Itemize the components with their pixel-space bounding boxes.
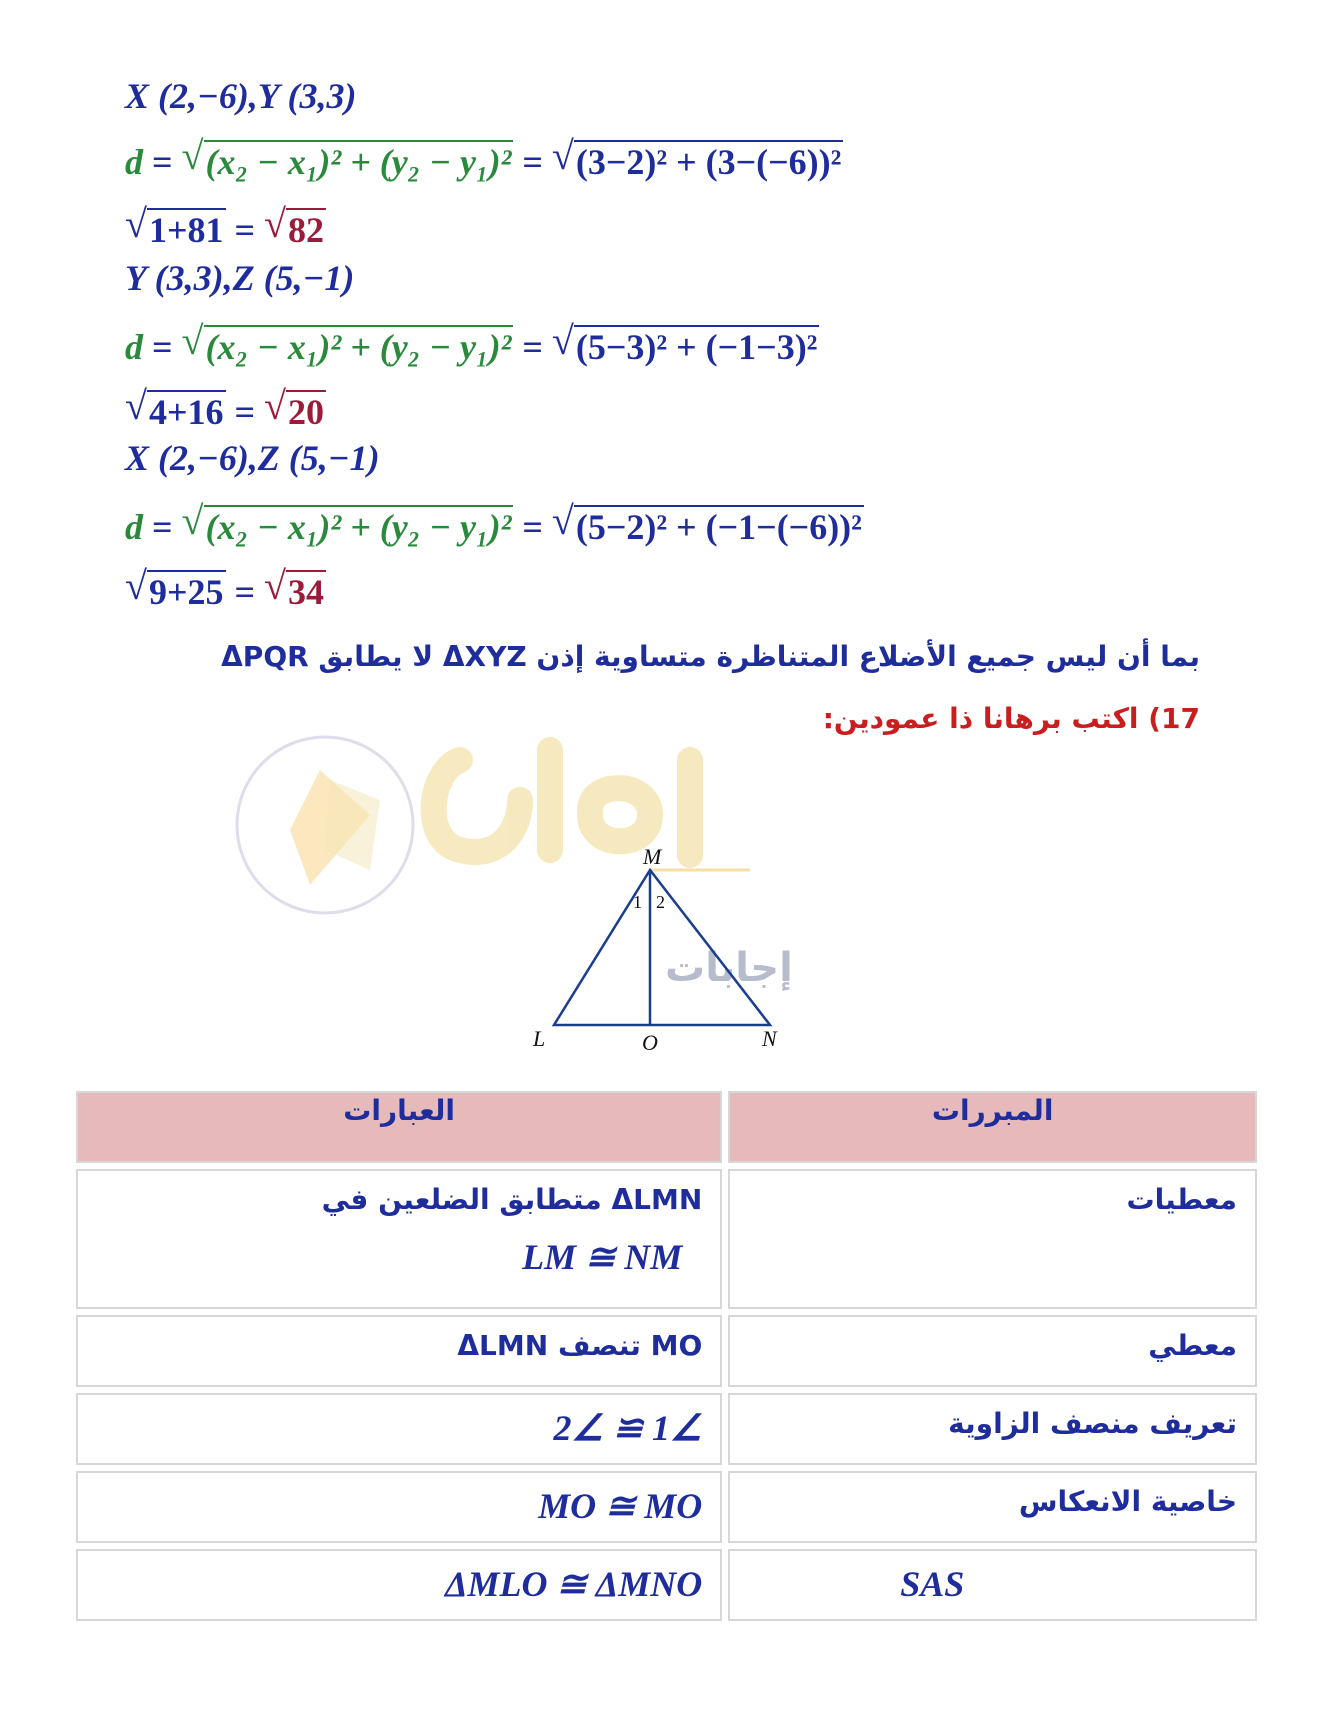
result-2: √ 4+16 = √ 20 <box>125 390 326 430</box>
distance-formula-2: d = √ (x₂ − x₁)² + (y₂ − y₁)² = √ (5−3)² + (−1−3)² <box>125 325 819 365</box>
conclusion-text: بما أن ليس جميع الأضلاع المتناظرة متساوية إذن ΔXYZ لا يطابق ΔPQR <box>221 640 1200 673</box>
reason-1: معطيات <box>728 1169 1257 1309</box>
reason-4: خاصية الانعكاس <box>728 1471 1257 1543</box>
result-1: √ 1+81 = √ 82 <box>125 208 326 248</box>
label-l: L <box>533 1026 546 1050</box>
problem-17 <box>823 702 1200 735</box>
two-column-proof-table <box>70 1085 1263 1627</box>
points-xy: X (2,−6),Y (3,3) <box>125 76 357 116</box>
problem-number: 17) <box>1148 702 1200 735</box>
statement-4: MO ≅ MO <box>76 1471 722 1543</box>
statement-2: MO تنصف ΔLMN <box>76 1315 722 1387</box>
statement-5: ΔMLO ≅ ΔMNO <box>76 1549 722 1621</box>
statement-1: ΔLMN متطابق الضلعين في LM ≅ NM <box>76 1169 722 1309</box>
header-reasons: المبررات <box>728 1091 1257 1163</box>
watermark-sub: إجابات <box>665 945 793 991</box>
reason-2: معطي <box>728 1315 1257 1387</box>
label-m: M <box>643 844 662 869</box>
points-xz: X (2,−6),Z (5,−1) <box>125 438 380 478</box>
problem-text: اكتب برهانا ذا عمودين: <box>822 702 1139 735</box>
reason-5: SAS <box>728 1549 1257 1621</box>
angle-2-label: 2 <box>656 892 665 912</box>
points-yz: Y (3,3),Z (5,−1) <box>125 258 355 298</box>
triangle-figure <box>530 830 830 1050</box>
label-o: O <box>642 1030 658 1050</box>
header-statements: العبارات <box>76 1091 722 1163</box>
distance-formula-1: d = √ (x₂ − x₁)² + (y₂ − y₁)² = √ (3−2)² + (3−(−6))² <box>125 140 843 180</box>
reason-3: تعريف منصف الزاوية <box>728 1393 1257 1465</box>
angle-1-label: 1 <box>633 892 642 912</box>
statement-3: ∠1 ≅ ∠2 <box>76 1393 722 1465</box>
label-n: N <box>762 1026 777 1050</box>
distance-formula-3: d = √ (x₂ − x₁)² + (y₂ − y₁)² = √ (5−2)² + (−1−(−6))² <box>125 505 864 545</box>
result-3: √ 9+25 = √ 34 <box>125 570 326 610</box>
